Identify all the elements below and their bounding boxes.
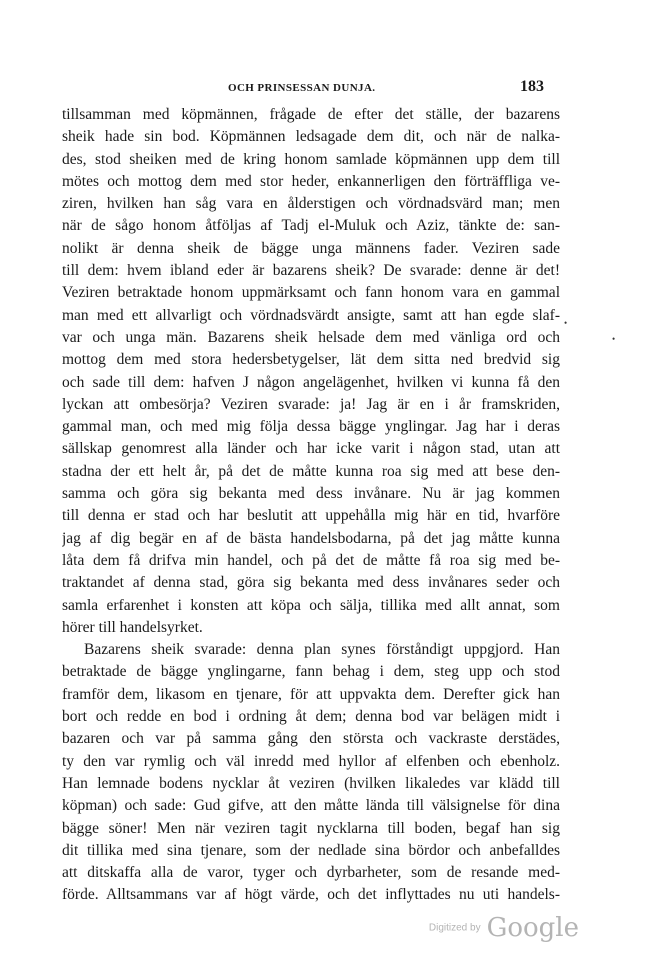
text-line: låta dem få drifva min handel, och på det de måtte få roa sig med be-	[62, 551, 560, 569]
page-number: 183	[520, 78, 544, 95]
text-line: och sade till dem: hafven J någon angelägenhet, hvilken vi kunna få den	[62, 373, 560, 391]
text-line: till denna er stad och har beslutit att uppehålla mig här en tid, hvarföre	[62, 507, 560, 525]
text-line: tillsamman med köpmännen, frågade de efter det ställe, der bazarens	[62, 106, 560, 123]
body-text	[62, 104, 560, 907]
margin-dot-mark: •	[564, 318, 568, 328]
text-line: när de sågo honom åtföljas af Tadj el-Muluk och Aziz, tänkte de: san-	[62, 217, 560, 235]
digitization-watermark	[429, 913, 579, 943]
text-line: bazaren och var på samma gång den största och vackraste derstädes,	[62, 730, 560, 748]
watermark-prefix: Digitized by	[428, 922, 481, 934]
text-line: framför dem, likasom en tjenare, för att uppvakta dem. Derefter gick han	[62, 685, 560, 703]
text-line: lyckan att ombesörja? Veziren svarade: ja! Jag är en i år framskriden,	[62, 395, 560, 413]
text-line: gammal man, och med mig följa dessa bägge ynglingar. Jag har i deras	[62, 418, 560, 436]
text-line: des, stod sheiken med de kring honom samlade köpmännen upp dem till	[62, 150, 560, 168]
text-line: hörer till handelsyrket.	[62, 618, 203, 636]
text-line: man med ett allvarligt och vördnadsvärdt ansigte, samt att han egde slaf-	[62, 306, 560, 324]
text-line: Veziren betraktade honom uppmärksamt och fann honom vara en gammal	[62, 284, 560, 302]
text-line: dit tillika med sina tjenare, som der nedlade sina bördor och anbefalldes	[62, 841, 560, 859]
text-line: mötes och mottog dem med stor heder, enkannerligen den förträffliga ve-	[62, 172, 560, 190]
paragraph-2	[62, 639, 560, 907]
paragraph-1	[62, 104, 560, 639]
running-head: OCH PRINSESSAN DUNJA.	[228, 82, 376, 94]
text-line: betraktade de bägge ynglingarne, fann behag i dem, steg upp och stod	[62, 663, 560, 681]
text-line: att ditskaffa alla de varor, tyger och dyrbarheter, som de resande med-	[62, 864, 560, 882]
text-line: till dem: hvem ibland eder är bazarens sheik? De svarade: denne är det!	[62, 262, 560, 280]
text-line: jag af dig begär en af de bästa handelsbodarna, på det jag måtte kunna	[62, 529, 560, 547]
text-line: nolikt är denna sheik de bägge unga männens fader. Veziren sade	[62, 239, 560, 257]
margin-dot-mark: •	[612, 334, 616, 344]
text-line: samma och göra sig bekanta med dess invånare. Nu är jag kommen	[62, 485, 560, 503]
text-line: samla erfarenhet i konsten att köpa och sälja, tillika med allt annat, som	[62, 596, 560, 614]
text-line: mottog dem med stora hedersbetygelser, lät dem sitta ned bredvid sig	[62, 351, 560, 369]
text-line: var och unga män. Bazarens sheik helsade dem med vänliga ord och	[62, 328, 560, 346]
text-line: Han lemnade bodens nycklar åt veziren (hvilken likaledes var klädd till	[62, 774, 560, 792]
text-line: bort och redde en bod i ordning åt dem; denna bod var belägen midt i	[62, 708, 560, 726]
text-line: förde. Alltsammans var af högt värde, och det inflyttades nu uti handels-	[62, 886, 560, 904]
page-header	[62, 80, 552, 100]
text-line: bägge söner! Men när veziren tagit nycklarna till boden, begaf han sig	[62, 819, 560, 837]
text-line: sheik hade sin bod. Köpmännen ledsagade dem dit, och när de nalka-	[62, 128, 560, 146]
text-line: ty den var rymlig och väl inredd med hyllor af elfenben och ebenholz.	[62, 752, 560, 770]
text-line: Bazarens sheik svarade: denna plan synes förståndigt uppgjord. Han	[84, 641, 560, 659]
google-logo: Google	[486, 913, 579, 943]
text-line: traktandet af denna stad, göra sig bekanta med dess invånares seder och	[62, 574, 560, 592]
text-line: stadna der ett helt år, på det de måtte kunna roa sig med att bese den-	[62, 462, 560, 480]
text-line: sällskap genomrest alla länder och har icke varit i någon stad, utan att	[62, 440, 560, 458]
text-line: ziren, hvilken han såg vara en ålderstigen och vördnadsvärd man; men	[62, 195, 560, 213]
text-line: köpman) och sade: Gud gifve, att den måtte lända till välsignelse för dina	[62, 797, 560, 815]
